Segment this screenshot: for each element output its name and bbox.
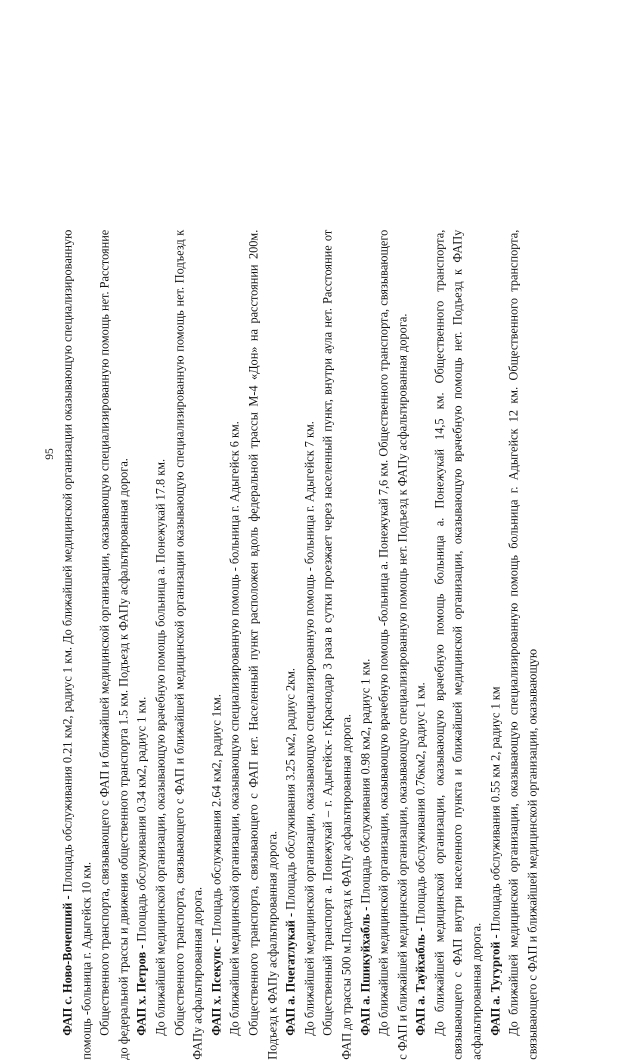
- section-title: ФАП х. Петров -: [134, 941, 149, 1036]
- paragraph-text: До ближайшей медицинской организации, оказывающую специализированную помощь - больница г. Адыгейск 7 км.: [302, 421, 316, 1036]
- section-title: ФАП а. Пшикуйхабль -: [357, 903, 372, 1036]
- paragraph: [300, 230, 319, 1060]
- paragraph-text: Общественного транспорта, связывающего с ФАП нет. Населенный пункт расположен вдоль федеральной трассы М-4 «Дон» на расстоянии 200м. Подъезд к ФАПу асфальтированная дорога.: [246, 229, 279, 1060]
- paragraph: [207, 230, 226, 1060]
- section-title: ФАП а. Тауйхабль -: [413, 924, 428, 1036]
- paragraph: [95, 230, 132, 1060]
- paragraph: [58, 230, 95, 1060]
- paragraph-text: Площадь обслуживания 3.25 км2, радиус 2км.: [283, 668, 298, 910]
- paragraph-text: Площадь обслуживания 0.98 км2, радиус 1 км.: [357, 658, 372, 904]
- paragraph: [281, 230, 300, 1060]
- section-title: ФАП х. Псекупс -: [209, 935, 224, 1036]
- paragraph: [151, 230, 170, 1060]
- paragraph: [505, 230, 542, 1060]
- section-title: ФАП с. Ново-Вочепший -: [60, 892, 75, 1036]
- paragraph-text: Площадь обслуживания 0.34 км2, радиус 1 км.: [134, 696, 149, 942]
- paragraph-text: До ближайшей медицинской организации, оказывающую врачебную помощь больница а. Понежукай 17.8 км.: [153, 458, 168, 1036]
- paragraph: [226, 230, 245, 1060]
- section-title: ФАП а. Тугургой -: [487, 931, 502, 1036]
- paragraph-text: Общественного транспорта, связывающего с ФАП и ближайшей медицинской организации оказывающую специализированную помощь нет. Подъезд к ФАПу асфальтированная дорога.: [171, 229, 205, 1060]
- paragraph: [356, 230, 375, 1060]
- paragraph-text: Площадь обслуживания 2.64 км2, радиус 1км.: [209, 694, 224, 936]
- paragraph-text: Общественного транспорта, связывающего с ФАП и ближайшей медицинской организации, оказывающую специализированную помощь нет. Расстояние до федеральной трассы и движения общественного транспорта 1.5 км. Подъезд к ФАПу асфальтированная дорога.: [97, 229, 131, 1060]
- section-title: ФАП а. Пчегатлукай -: [283, 909, 298, 1036]
- paragraph: [374, 230, 411, 1060]
- paragraph: [133, 230, 152, 1060]
- paragraph-text: До ближайшей медицинской организации, оказывающую врачебную помощь больница а. Понежукай 14,5 км. Общественного транспорта, связывающего с ФАП внутри населенного пункта и ближайшей медицинской организации, оказывающую врачебную помощь нет. Подъезд к ФАПу асфальтированная дорога.: [432, 229, 484, 1060]
- page-number: 95: [43, 448, 56, 460]
- paragraph-text: До ближайшей медицинской организации, оказывающую специализированную помощь больница г. Адыгейск 12 км. Общественного транспорта, связывающего с ФАП и ближайшей медицинской организации, оказывающую: [506, 229, 540, 1060]
- paragraph-text: Площадь обслуживания 0.21 км2, радиус 1 км. До ближайшей медицинской организации оказывающую специализированную помощь -больница г. Адыгейск 10 км.: [60, 229, 93, 1060]
- paragraph: [412, 230, 431, 1060]
- paragraph: [244, 230, 281, 1060]
- paragraph-text: Площадь обслуживания 0.76км2, радиус 1 км.: [413, 682, 428, 925]
- paragraph-text: До ближайшей медицинской организации, оказывающую специализированную помощь - больница г. Адыгейск 6 км.: [227, 421, 242, 1036]
- paragraph: [319, 230, 356, 1060]
- paragraph: [430, 230, 486, 1060]
- paragraph: [170, 230, 207, 1060]
- paragraph: [486, 230, 505, 1060]
- paragraph-text: Общественный транспорт а. Понежукай – г. Адыгейск- г.Краснодар 3 раза в сутки проезжает через населенный пункт, внутри аула нет. Расстояние от ФАП до трассы 500 м.Подъезд к ФАПу асфальтированная дорога.: [320, 229, 354, 1060]
- paragraph-text: До ближайшей медицинской организации, оказывающую врачебную помощь -больница а. Понежукай 7,6 км. Общественного транспорта, связывающего с ФАП и ближайшей медицинской организации, оказывающую специализированную помощь нет. Подъезд к ФАПу асфальтированная дорога.: [376, 229, 409, 1060]
- paragraph-text: Площадь обслуживания 0.55 км 2, радиус 1 км: [487, 686, 502, 932]
- document-text: [58, 230, 541, 1060]
